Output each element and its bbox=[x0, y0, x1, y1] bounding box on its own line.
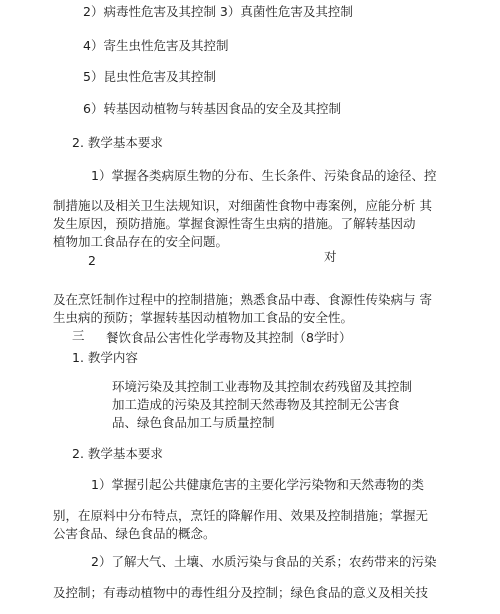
section-heading: 2. 教学基本要求 bbox=[72, 135, 163, 150]
text-line: 及控制；有毒动植物中的毒性组分及控制；绿色食品的意义及相关技 bbox=[53, 585, 429, 600]
text-line: 环境污染及其控制工业毒物及其控制农药残留及其控制 bbox=[112, 379, 413, 394]
text-line: 6）转基因动植物与转基因食品的安全及其控制 bbox=[83, 101, 341, 116]
text-line: 1）掌握引起公共健康危害的主要化学污染物和天然毒物的类 bbox=[91, 477, 424, 492]
text-line: 品、绿色食品加工与质量控制 bbox=[112, 415, 275, 430]
text-line: 发生原因，预防措施。掌握食源性寄生虫病的措施。了解转基因动 bbox=[53, 216, 416, 231]
text-line: 生虫病的预防；掌握转基因动植物加工食品的安全性。 bbox=[53, 310, 354, 325]
text-fragment: 对 bbox=[324, 249, 337, 264]
text-line: 植物加工食品存在的安全问题。 bbox=[53, 234, 229, 249]
text-line: 2）病毒性危害及其控制 3）真菌性危害及其控制 bbox=[83, 4, 353, 19]
text-line: 5）昆虫性危害及其控制 bbox=[83, 69, 216, 84]
text-line: 4）寄生虫性危害及其控制 bbox=[83, 38, 229, 53]
text-line: 加工造成的污染及其控制天然毒物及其控制无公害食 bbox=[112, 397, 400, 412]
section-heading: 1. 教学内容 bbox=[72, 350, 138, 365]
page-number: 2 bbox=[88, 253, 96, 268]
text-line: 及在烹饪制作过程中的控制措施；熟悉食品中毒、食源性传染病与 寄 bbox=[53, 292, 432, 307]
chapter-title: 餐饮食品公害性化学毒物及其控制（8学时） bbox=[106, 330, 352, 345]
text-line: 1）掌握各类病原生物的分布、生长条件、污染食品的途径、控 bbox=[91, 168, 437, 183]
text-line: 制措施以及相关卫生法规知识，对细菌性食物中毒案例，应能分析 其 bbox=[53, 198, 432, 213]
section-heading: 2. 教学基本要求 bbox=[72, 446, 163, 461]
text-line: 2）了解大气、土壤、水质污染与食品的关系；农药带来的污染 bbox=[91, 554, 437, 569]
text-line: 别，在原料中分布特点，烹饪的降解作用、效果及控制措施；掌握无 bbox=[53, 508, 429, 523]
chapter-number: 三 bbox=[72, 328, 85, 343]
text-line: 公害食品、绿色食品的概念。 bbox=[53, 526, 216, 541]
